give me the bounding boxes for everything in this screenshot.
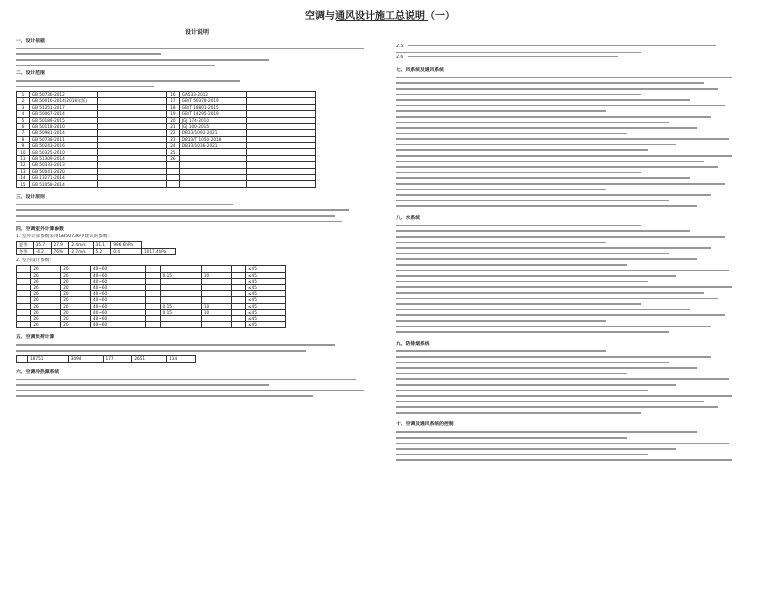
std-code: GB 50738-2011 [29, 136, 97, 142]
load-cell: 3494 [68, 356, 103, 362]
std-code: GB 50325-2010 [29, 149, 97, 155]
room-cell: ≤45 [246, 316, 286, 322]
room-cell: 40~60 [90, 316, 145, 322]
room-cell: 40~60 [90, 266, 145, 272]
section-heading-1: 一、设计依据 [16, 38, 45, 44]
std-code-2: JGJ 174-2010 [179, 117, 246, 123]
room-cell: ≤45 [246, 303, 286, 309]
std-no: 7 [17, 130, 30, 136]
section-1-body [16, 46, 378, 68]
room-cell: 20 [61, 297, 91, 303]
room-cell: ≤45 [246, 284, 286, 290]
room-cell: ≤45 [246, 297, 286, 303]
room-cell [201, 322, 231, 328]
right-column [396, 44, 746, 463]
room-cell: 26 [31, 266, 61, 272]
room-cell: ≤45 [246, 322, 286, 328]
std-code: GB 13271-2014 [29, 175, 97, 181]
section-2-body [16, 78, 378, 89]
load-table [16, 355, 196, 362]
room-cell: ≤45 [246, 278, 286, 284]
climate-cell: 31.1 [93, 242, 111, 248]
climate-cell: 996.6hPa [111, 242, 142, 248]
std-code: GB 50189-2015 [29, 117, 97, 123]
climate-cell: 2.7m/s [69, 248, 93, 254]
std-code: GB 50736-2012 [29, 91, 97, 97]
room-cell: 20 [61, 266, 91, 272]
std-code: GB 50016-2014(2018年版) [29, 98, 97, 104]
room-cell: 20 [61, 322, 91, 328]
room-cell [17, 322, 31, 328]
std-no: 1 [17, 91, 30, 97]
room-cell: 10 [201, 309, 231, 315]
room-cell: 20 [61, 291, 91, 297]
std-code-2: GB/T 18801-2015 [179, 104, 246, 110]
room-cell [231, 322, 245, 328]
std-no-2: 20 [166, 117, 179, 123]
section-heading-4: 四、空调室外计算参数 [16, 226, 64, 232]
std-no: 4 [17, 111, 30, 117]
climate-cell: 5.2 [93, 248, 111, 254]
room-cell: ≤45 [246, 309, 286, 315]
std-code: GB 50981-2014 [29, 130, 97, 136]
room-cell: 20 [61, 303, 91, 309]
title-underline [336, 20, 428, 21]
std-no: 10 [17, 149, 30, 155]
left-column [16, 30, 378, 399]
design-notes-title: 设计说明 [184, 29, 209, 36]
std-code: GB 50118-2010 [29, 123, 97, 129]
room-cell: 10 [201, 272, 231, 278]
std-no-2: 25 [166, 149, 179, 155]
std-no-2: 24 [166, 143, 179, 149]
item-2-6-no: 2.6 [396, 55, 404, 61]
section-7-body [396, 75, 746, 209]
std-no: 15 [17, 181, 30, 187]
std-no: 9 [17, 143, 30, 149]
std-code-2: JGJ 100-2015 [179, 123, 246, 129]
std-no-2: 23 [166, 136, 179, 142]
std-code: GB 50041-2020 [29, 168, 97, 174]
load-cell: 18751 [28, 356, 69, 362]
climate-cell: 76% [51, 248, 69, 254]
room-cell: 10 [201, 303, 231, 309]
climate-cell: 0.4 [111, 248, 142, 254]
room-cell: ≤45 [246, 272, 286, 278]
std-no: 14 [17, 175, 30, 181]
room-cell [146, 322, 160, 328]
std-no-2: 17 [166, 98, 179, 104]
std-no-2: 22 [166, 130, 179, 136]
climate-cell: 1017.4hPa [142, 248, 176, 254]
std-no: 6 [17, 123, 30, 129]
std-code: GB 50067-2014 [29, 111, 97, 117]
load-cell: 177 [103, 356, 132, 362]
std-no-2: 18 [166, 104, 179, 110]
std-code: GB 50333-2013 [29, 162, 97, 168]
room-cell: 20 [61, 284, 91, 290]
section-heading-3: 三、设计原则 [16, 194, 45, 200]
room-cell: 0.15 [160, 309, 201, 315]
room-cell: 26 [31, 278, 61, 284]
room-note: 2. 室内设计参数： [16, 257, 55, 263]
section-5-body [16, 342, 378, 353]
section-9-body [396, 348, 746, 415]
section-heading-10: 十、空调及通风系统的控制 [396, 422, 454, 428]
section-6-body [16, 376, 378, 398]
std-no: 2 [17, 98, 30, 104]
room-cell: 20 [61, 272, 91, 278]
table-row [17, 248, 176, 254]
std-code-2: GA533-2012 [179, 91, 246, 97]
std-code: GB 51058-2014 [29, 181, 97, 187]
room-cell: ≤45 [246, 266, 286, 272]
room-cell: 26 [31, 316, 61, 322]
climate-cell: -4.2 [33, 248, 51, 254]
section-heading-7: 七、风系统及通风系统 [396, 67, 444, 73]
section-heading-6: 六、空调冷热源系统 [16, 369, 60, 375]
climate-cell: 27.9 [51, 242, 69, 248]
room-cell: 40~60 [90, 272, 145, 278]
load-cell: 2651 [132, 356, 167, 362]
climate-cell: 2.4m/s [69, 242, 93, 248]
load-cell [17, 356, 28, 362]
table-row [17, 356, 196, 362]
item-2-5-no: 2.5 [396, 44, 404, 49]
room-cell: 20 [61, 309, 91, 315]
section-heading-8: 八、水系统 [396, 215, 420, 221]
std-no-2: 26 [166, 155, 179, 161]
sheet-title: 空调与通风设计施工总说明（一） [305, 11, 455, 22]
room-parameter-table [16, 265, 286, 328]
std-code-2: DB33/T 1050-2018 [179, 136, 246, 142]
room-cell: 40~60 [90, 284, 145, 290]
item-2-5 [396, 44, 746, 55]
std-no: 11 [17, 155, 30, 161]
room-cell: 0.15 [160, 272, 201, 278]
climate-cell: 夏季 [17, 242, 34, 248]
standards-table [16, 91, 316, 188]
std-code-2: GB/T 50378-2019 [179, 98, 246, 104]
std-no: 3 [17, 104, 30, 110]
room-cell: 26 [31, 284, 61, 290]
std-name [98, 181, 167, 187]
std-code: GB 51251-2017 [29, 104, 97, 110]
section-heading-9: 九、防排烟系统 [396, 341, 430, 347]
table-row [17, 322, 286, 328]
room-cell: 26 [31, 303, 61, 309]
room-cell: 26 [31, 322, 61, 328]
std-no: 13 [17, 168, 30, 174]
room-cell: 20 [61, 278, 91, 284]
climate-table [16, 241, 176, 254]
climate-cell: 冬季 [17, 248, 34, 254]
section-3-body [16, 202, 378, 224]
text-line [396, 457, 746, 463]
room-cell: 40~60 [90, 291, 145, 297]
std-name-2 [247, 181, 316, 187]
room-cell: ≤45 [246, 291, 286, 297]
climate-cell: 35.7 [33, 242, 51, 248]
std-code-2: DB33/1036-2021 [179, 143, 246, 149]
std-no-2 [166, 181, 179, 187]
section-heading-2: 二、设计范围 [16, 70, 45, 76]
std-no: 12 [17, 162, 30, 168]
section-heading-5: 五、空调负荷计算 [16, 335, 55, 341]
room-cell: 40~60 [90, 309, 145, 315]
room-cell [160, 322, 201, 328]
std-code: GB 51309-2014 [29, 155, 97, 161]
section-10-body [396, 429, 746, 463]
std-no-2: 19 [166, 111, 179, 117]
std-no: 8 [17, 136, 30, 142]
std-code-2 [179, 181, 246, 187]
room-cell: 26 [31, 272, 61, 278]
section-8-body [396, 223, 746, 335]
std-no-2: 16 [166, 91, 179, 97]
climate-note: 1. 室外计算参数采用GB50736中建议的参数： [16, 233, 113, 239]
room-cell: 40~60 [90, 303, 145, 309]
table-row [17, 181, 316, 187]
std-code-2: DB33/1092-2021 [179, 130, 246, 136]
room-cell: 40~60 [90, 322, 145, 328]
room-cell: 0.15 [160, 303, 201, 309]
std-no-2: 21 [166, 123, 179, 129]
load-cell: 134 [167, 356, 196, 362]
room-cell: 26 [31, 309, 61, 315]
room-cell: 20 [61, 316, 91, 322]
std-code: GB 50243-2016 [29, 143, 97, 149]
std-code-2: GB/T 14295-2019 [179, 111, 246, 117]
room-cell: 26 [31, 297, 61, 303]
std-no: 5 [17, 117, 30, 123]
room-cell: 26 [31, 291, 61, 297]
room-cell: 40~60 [90, 278, 145, 284]
room-cell: 40~60 [90, 297, 145, 303]
